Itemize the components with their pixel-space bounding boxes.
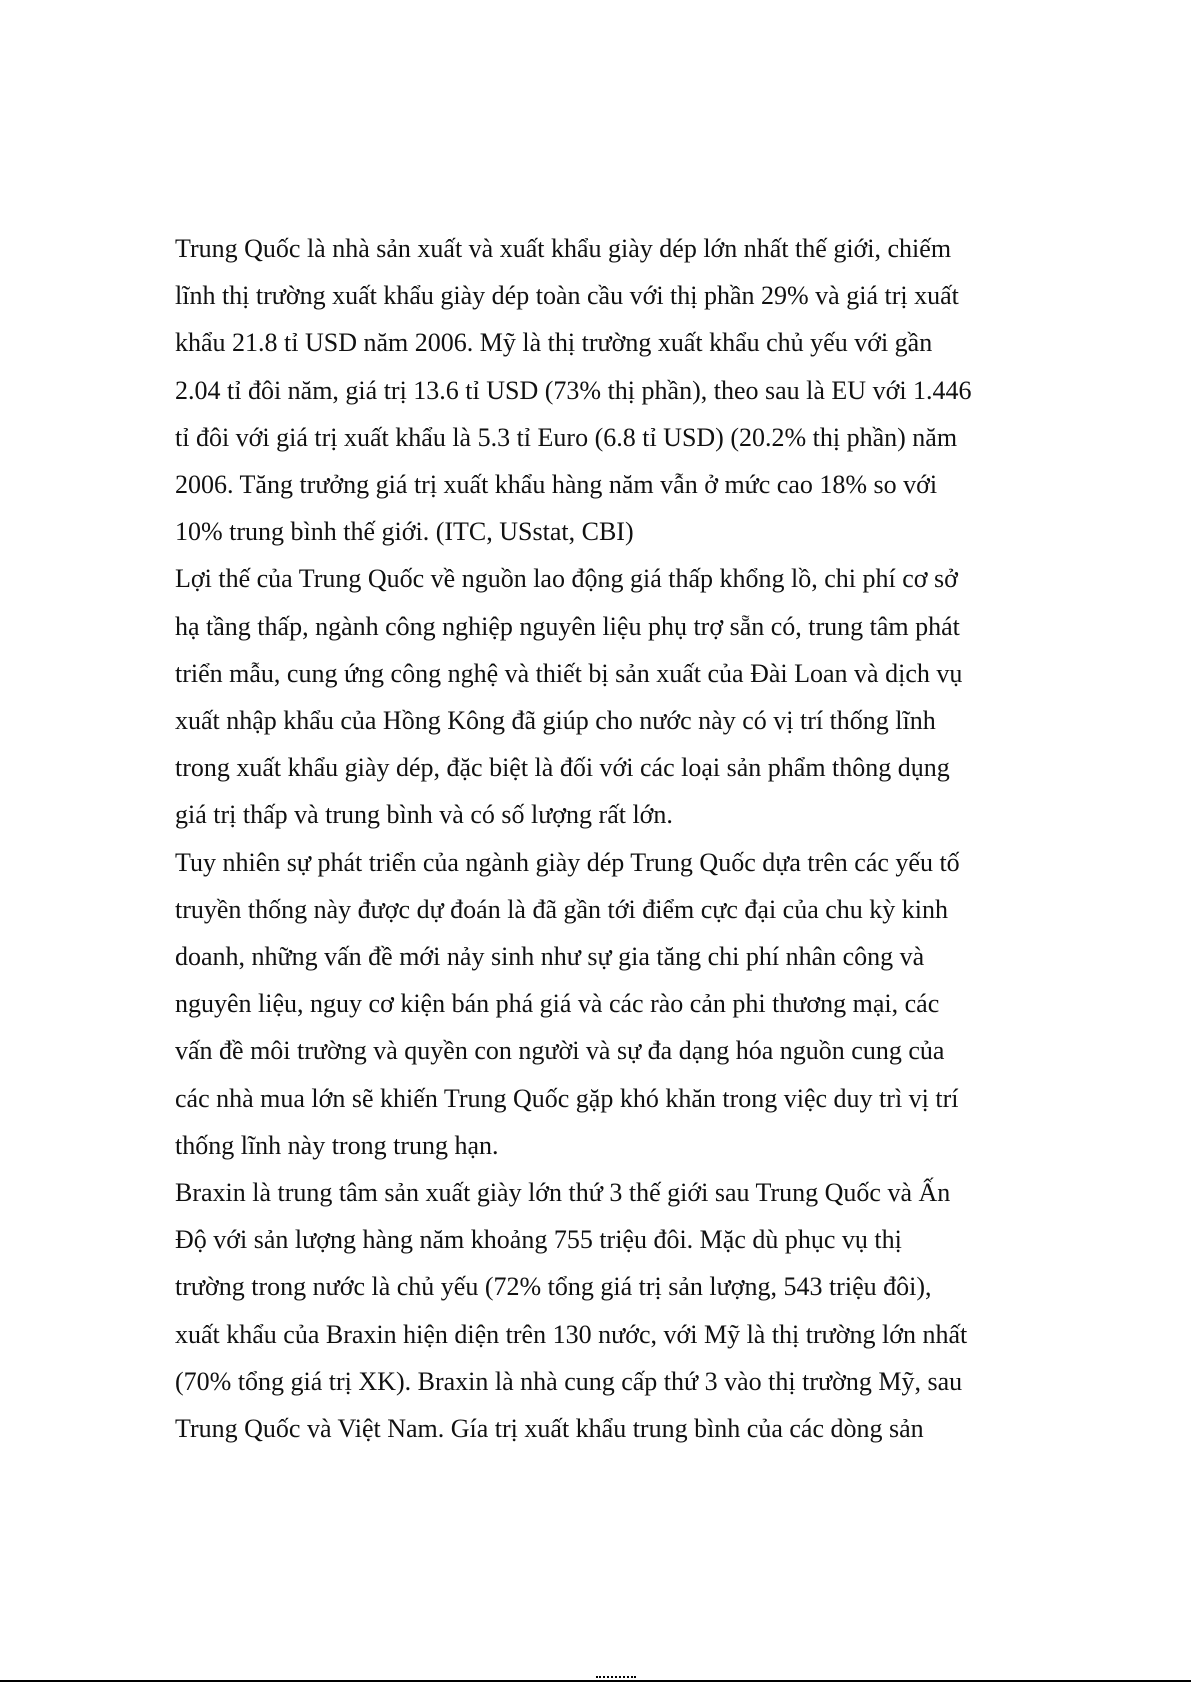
text-line: nguyên liệu, nguy cơ kiện bán phá giá và các rào cản phi thương mại, các [175,989,940,1019]
text-line: Trung Quốc và Việt Nam. Gía trị xuất khẩu trung bình của các dòng sản [175,1414,924,1444]
text-line: khẩu 21.8 tỉ USD năm 2006. Mỹ là thị trường xuất khẩu chủ yếu với gần [175,328,933,358]
text-line: Lợi thế của Trung Quốc về nguồn lao động giá thấp khổng lồ, chi phí cơ sở [175,564,958,594]
text-line: trong xuất khẩu giày dép, đặc biệt là đối với các loại sản phẩm thông dụng [175,753,950,783]
text-line: triển mẫu, cung ứng công nghệ và thiết bị sản xuất của Đài Loan và dịch vụ [175,658,963,688]
text-line: Braxin là trung tâm sản xuất giày lớn thứ 3 thế giới sau Trung Quốc và Ấn [175,1178,951,1208]
text-line: giá trị thấp và trung bình và có số lượng rất lớn. [175,800,673,830]
text-line: Độ với sản lượng hàng năm khoảng 755 triệu đôi. Mặc dù phục vụ thị [175,1225,902,1255]
text-line: truyền thống này được dự đoán là đã gần tới điểm cực đại của chu kỳ kinh [175,894,949,924]
text-line: xuất khẩu của Braxin hiện diện trên 130 nước, với Mỹ là thị trường lớn nhất [175,1319,968,1349]
text-line: thống lĩnh này trong trung hạn. [175,1130,499,1160]
text-line: (70% tổng giá trị XK). Braxin là nhà cung cấp thứ 3 vào thị trường Mỹ, sau [175,1366,963,1396]
body-text [175,225,1015,1452]
text-line: các nhà mua lớn sẽ khiến Trung Quốc gặp khó khăn trong việc duy trì vị trí [175,1083,959,1113]
text-line: Tuy nhiên sự phát triển của ngành giày dép Trung Quốc dựa trên các yếu tố [175,847,960,877]
text-line: 10% trung bình thế giới. (ITC, USstat, CBI) [175,517,634,547]
text-line: 2006. Tăng trưởng giá trị xuất khẩu hàng năm vẫn ở mức cao 18% so với [175,470,938,500]
text-line: trường trong nước là chủ yếu (72% tổng giá trị sản lượng, 543 triệu đôi), [175,1272,932,1302]
text-line: doanh, những vấn đề mới nảy sinh như sự gia tăng chi phí nhân công và [175,942,925,972]
text-line: 2.04 tỉ đôi năm, giá trị 13.6 tỉ USD (73% thị phần), theo sau là EU với 1.446 [175,375,972,405]
text-line: tỉ đôi với giá trị xuất khẩu là 5.3 tỉ Euro (6.8 tỉ USD) (20.2% thị phần) năm [175,422,958,452]
text-line: lĩnh thị trường xuất khẩu giày dép toàn cầu với thị phần 29% và giá trị xuất [175,281,959,311]
text-line: hạ tầng thấp, ngành công nghiệp nguyên liệu phụ trợ sẵn có, trung tâm phát [175,611,960,641]
text-line: xuất nhập khẩu của Hồng Kông đã giúp cho nước này có vị trí thống lĩnh [175,706,936,736]
text-line: vấn đề môi trường và quyền con người và sự đa dạng hóa nguồn cung của [175,1036,945,1066]
page-bottom-rule [0,1680,1191,1682]
text-line: Trung Quốc là nhà sản xuất và xuất khẩu giày dép lớn nhất thế giới, chiếm [175,234,952,263]
